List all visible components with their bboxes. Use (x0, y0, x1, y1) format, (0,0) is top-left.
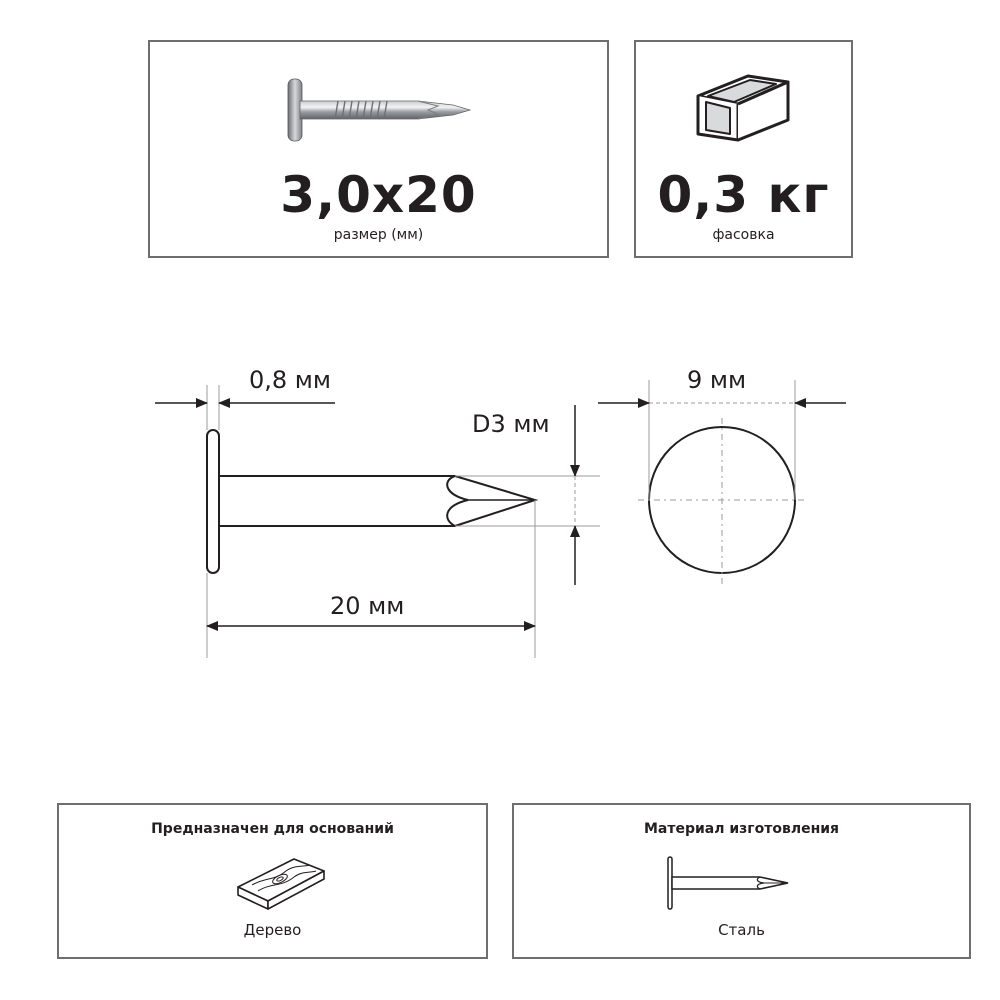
size-value: 3,0х20 (280, 166, 477, 224)
nail-icon (664, 853, 794, 913)
material-card-title: Материал изготовления (643, 821, 840, 837)
material-card (512, 803, 971, 959)
wood-plank-icon (232, 853, 332, 913)
nail-drawing (0, 350, 1000, 670)
box-icon (690, 62, 800, 142)
size-caption: размер (мм) (333, 227, 424, 243)
pack-card (634, 40, 853, 258)
pack-value: 0,3 кг (657, 166, 830, 224)
size-card (148, 40, 609, 258)
base-card-title: Предназначен для оснований (151, 821, 394, 837)
shank-diameter-label: D3 мм (472, 410, 550, 438)
nail-photo-icon (278, 75, 478, 145)
base-card-label: Дерево (243, 921, 302, 939)
nail-side-view (207, 430, 535, 573)
material-card-label: Сталь (718, 921, 765, 939)
pack-caption: фасовка (712, 227, 775, 243)
base-card (57, 803, 488, 959)
head-diameter-label: 9 мм (687, 366, 747, 394)
length-label: 20 мм (330, 592, 405, 620)
head-thickness-label: 0,8 мм (249, 366, 332, 394)
